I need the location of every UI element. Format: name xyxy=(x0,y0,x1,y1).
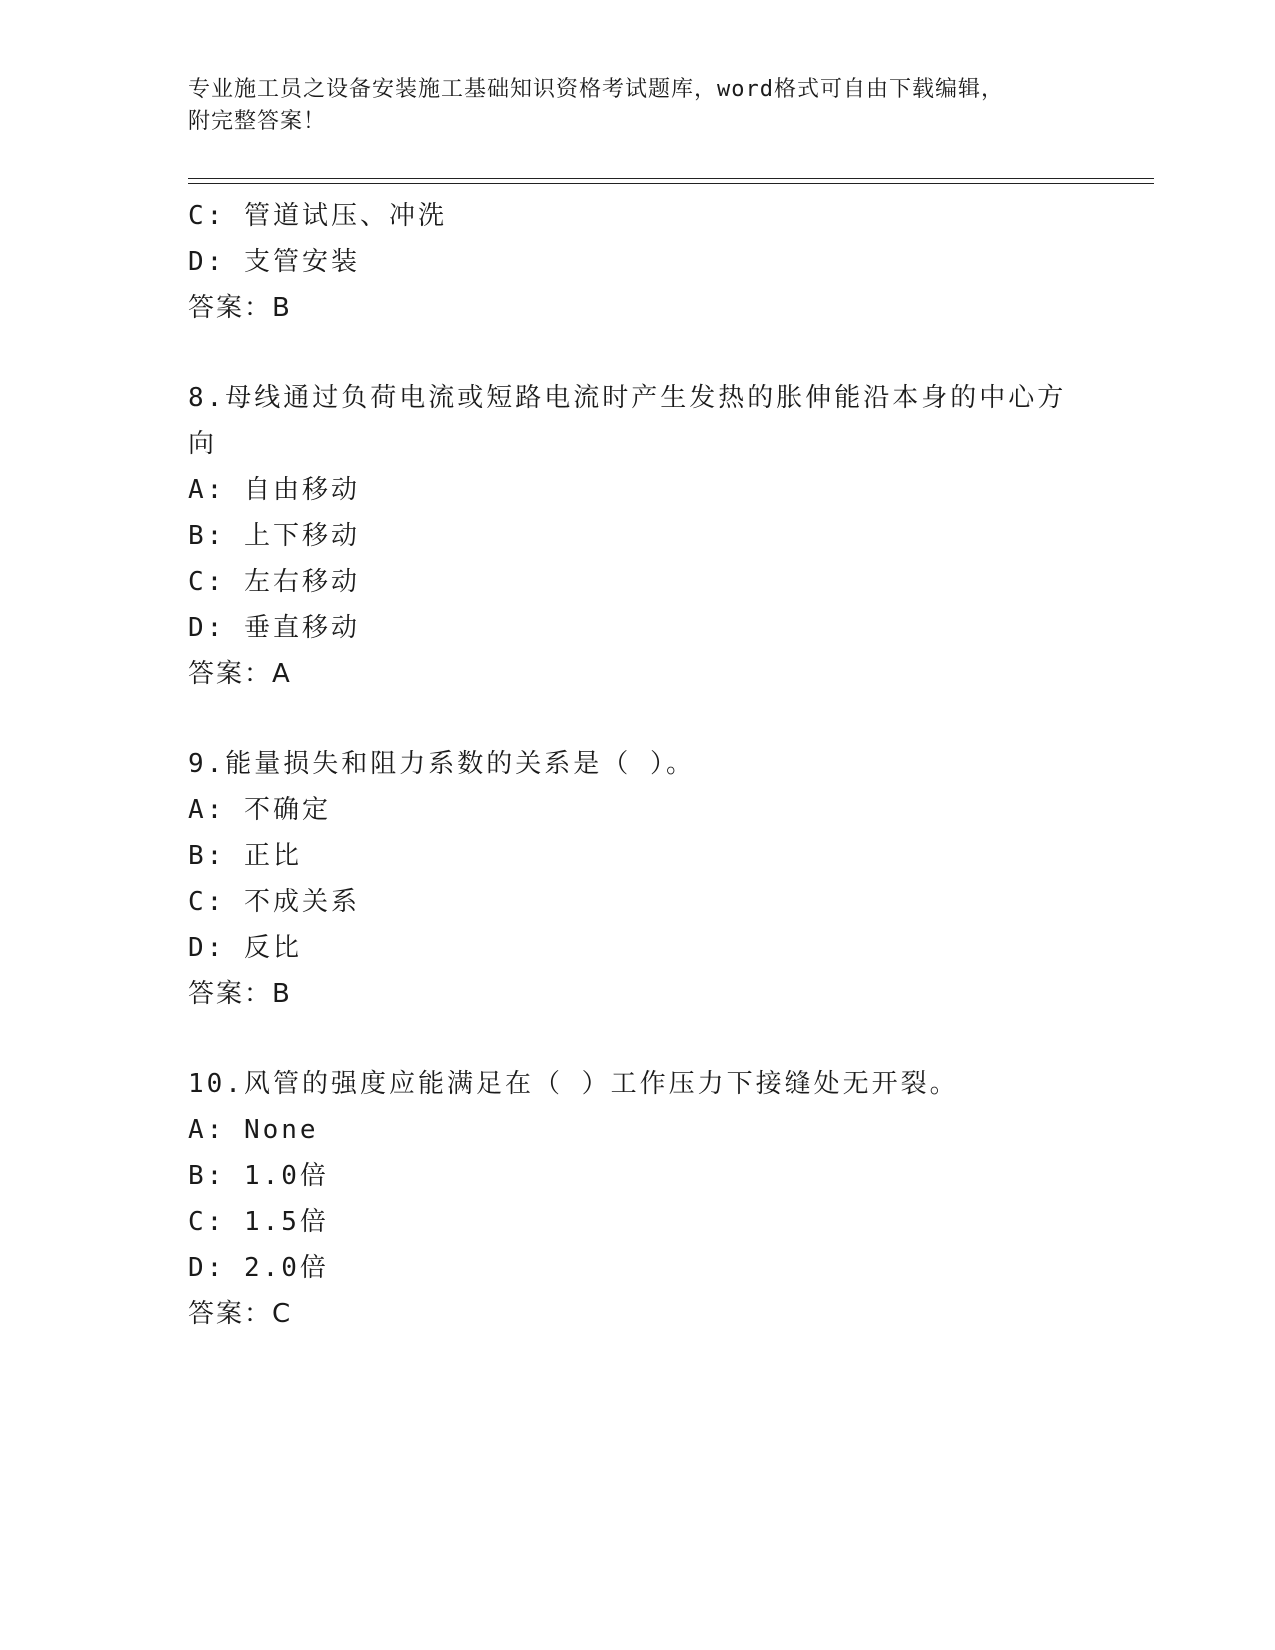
question-stem: 9.能量损失和阻力系数的关系是（ ）。 xyxy=(188,749,695,779)
header-divider-top xyxy=(188,178,1154,179)
question-7 xyxy=(188,193,1088,331)
question-8 xyxy=(188,375,1088,697)
spacer xyxy=(188,1017,1088,1061)
answer-line: 答案：B xyxy=(188,979,292,1009)
option-b: B: 上下移动 xyxy=(188,521,360,551)
option-a: A: 自由移动 xyxy=(188,475,360,505)
question-list xyxy=(188,193,1088,1337)
document-header xyxy=(188,74,1088,138)
spacer xyxy=(188,331,1088,375)
question-10 xyxy=(188,1061,1088,1337)
option-c: C: 不成关系 xyxy=(188,887,360,917)
option-c: C: 1.5倍 xyxy=(188,1207,329,1237)
option-a: A: 不确定 xyxy=(188,795,331,825)
option-c: C: 左右移动 xyxy=(188,567,360,597)
question-stem: 8.母线通过负荷电流或短路电流时产生发热的胀伸能沿本身的中心方向 xyxy=(188,383,1067,459)
answer-line: 答案：B xyxy=(188,293,292,323)
answer-line: 答案：C xyxy=(188,1299,293,1329)
option-b: B: 1.0倍 xyxy=(188,1161,329,1191)
header-divider-bottom xyxy=(188,183,1154,184)
header-line-2: 附完整答案！ xyxy=(188,109,327,134)
option-d: D: 支管安装 xyxy=(188,247,360,277)
answer-line: 答案：A xyxy=(188,659,292,689)
option-b: B: 正比 xyxy=(188,841,302,871)
option-d: D: 2.0倍 xyxy=(188,1253,329,1283)
header-line-1: 专业施工员之设备安装施工基础知识资格考试题库，word格式可自由下载编辑， xyxy=(188,77,1004,102)
spacer xyxy=(188,697,1088,741)
option-a: A: None xyxy=(188,1115,319,1145)
option-d: D: 垂直移动 xyxy=(188,613,360,643)
question-stem: 10.风管的强度应能满足在（ ）工作压力下接缝处无开裂。 xyxy=(188,1069,959,1099)
option-c: C: 管道试压、冲洗 xyxy=(188,201,447,231)
question-9 xyxy=(188,741,1088,1017)
option-d: D: 反比 xyxy=(188,933,302,963)
